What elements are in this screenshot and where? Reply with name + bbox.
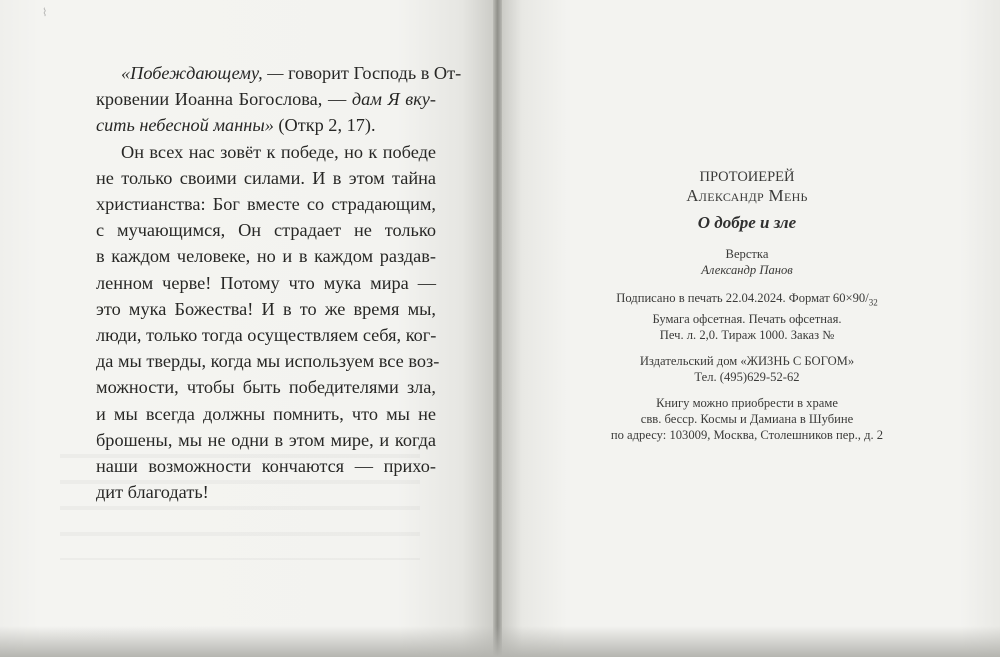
show-through-text — [60, 440, 420, 560]
publisher-phone: Тел. (495)629-52-62 — [694, 369, 800, 384]
text-line-4: Он всех нас зовёт к победе, но к победе — [121, 141, 436, 162]
text-line-16: наши возможности кончаются — прихо- — [96, 456, 436, 477]
purchase-line-2: свв. бесср. Космы и Дамиана в Шубине — [640, 411, 854, 426]
print-info-line-2: Бумага офсетная. Печать офсетная. — [652, 311, 842, 326]
book-title: О добре и зле — [697, 213, 797, 232]
print-info-line-1: Подписано в печать 22.04.2024. Формат $60\times 90/_{32}$ — [616, 291, 878, 308]
scan-bottom-shadow — [0, 626, 1000, 657]
print-info-line-3: Печ. л. 2,0. Тираж 1000. Заказ № — [659, 327, 835, 342]
imprint-block — [574, 168, 920, 443]
layout-label: Верстка — [725, 247, 769, 261]
text-line-1: «Побеждающему, — говорит Господь в От- — [121, 63, 462, 83]
publisher: Издательский дом «ЖИЗНЬ С БОГОМ» — [639, 353, 855, 368]
text-line-7: с мучающимся, Он страдает не только — [96, 220, 436, 241]
purchase-line-1: Книгу можно приобрести в храме — [656, 395, 838, 410]
pencil-mark: ⌇ — [42, 7, 48, 19]
text-line-13: можности, чтобы быть победителями зла, — [96, 377, 436, 398]
text-line-9: ленном черве! Потому что мука мира — — [96, 272, 436, 293]
text-line-8: в каждом человеке, но и в каждом раздав- — [96, 246, 436, 267]
text-line-3: сить небесной манны» (Откр 2, 17). — [96, 115, 376, 136]
text-line-15: брошены, мы не одни в этом мире, и когда — [96, 429, 436, 450]
purchase-line-3: по адресу: 103009, Москва, Столешников пер., д. 2 — [610, 427, 884, 442]
text-line-2: кровении Иоанна Богослова, — дам Я вку- — [96, 89, 436, 110]
left-page-text — [96, 60, 462, 505]
text-line-14: и мы всегда должны помнить, что мы не — [96, 403, 436, 424]
text-line-10: это мука Божества! И в то же время мы, — [96, 298, 436, 319]
text-line-6: христианства: Бог вместе со страдающим, — [96, 194, 436, 215]
left-page — [0, 0, 497, 657]
author-title: ПРОТОИЕРЕЙ — [699, 169, 795, 185]
book-gutter — [493, 0, 502, 657]
text-line-11: люди, только тогда осуществляем себя, ког- — [96, 325, 437, 346]
author-name: Александр Мень — [686, 186, 808, 205]
layout-name: Александр Панов — [701, 263, 793, 277]
text-line-12: да мы тверды, когда мы используем все воз- — [96, 351, 440, 372]
text-line-17: дит благодать! — [96, 482, 209, 503]
text-line-5: не только своими силами. И в этом тайна — [96, 167, 436, 188]
